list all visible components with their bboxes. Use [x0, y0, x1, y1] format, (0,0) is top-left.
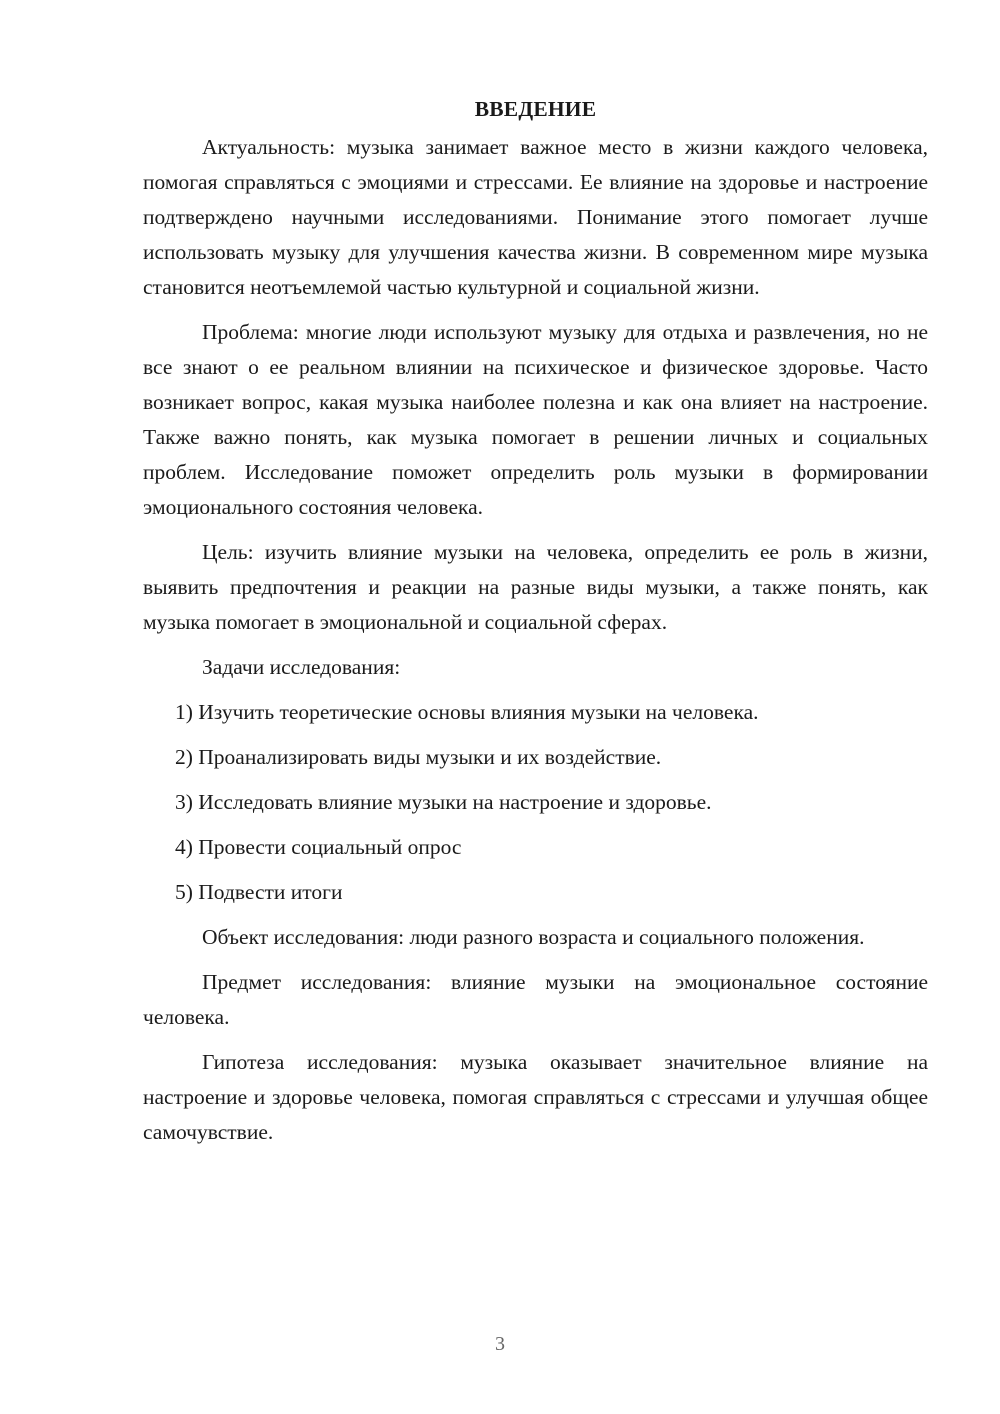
tasks-heading: Задачи исследования:	[202, 655, 401, 679]
paragraph-goal: Цель: изучить влияние музыки на человека, определить ее роль в жизни, выявить предпочтения и реакции на разные виды музыки, а также понять, как музыка помогает в эмоциональной и социальной сферах.	[143, 540, 928, 634]
paragraph-problem: Проблема: многие люди используют музыку для отдыха и развлечения, но не все знают о ее реальном влиянии на психическое и физическое здоровье. Часто возникает вопрос, какая музыка наиболее полезна и как она влияет на настроение. Также важно понять, как музыка помогает в решении личных и социальных проблем. Исследование поможет определить роль музыки в формировании эмоционального состояния человека.	[143, 320, 928, 519]
tasks-list	[143, 695, 928, 910]
paragraph-hypothesis: Гипотеза исследования: музыка оказывает значительное влияние на настроение и здоровье человека, помогая справляться с стрессами и улучшая общее самочувствие.	[143, 1050, 928, 1144]
paragraph-subject: Предмет исследования: влияние музыки на эмоциональное состояние человека.	[143, 970, 928, 1029]
page-title: ВВЕДЕНИЕ	[474, 97, 597, 121]
list-item: 5) Подвести итоги	[175, 880, 343, 904]
list-item: 2) Проанализировать виды музыки и их воздействие.	[175, 745, 662, 769]
list-item: 4) Провести социальный опрос	[175, 835, 462, 859]
page-number: 3	[495, 1333, 505, 1355]
paragraph-object: Объект исследования: люди разного возраста и социального положения.	[202, 925, 865, 949]
list-item: 3) Исследовать влияние музыки на настроение и здоровье.	[175, 790, 712, 814]
paragraph-relevance: Актуальность: музыка занимает важное место в жизни каждого человека, помогая справляться с эмоциями и стрессами. Ее влияние на здоровье и настроение подтверждено научными исследованиями. Понимание этого помогает лучше использовать музыку для улучшения качества жизни. В современном мире музыка становится неотъемлемой частью культурной и социальной жизни.	[143, 135, 928, 299]
document-page	[143, 92, 928, 1160]
list-item: 1) Изучить теоретические основы влияния музыки на человека.	[175, 700, 759, 724]
